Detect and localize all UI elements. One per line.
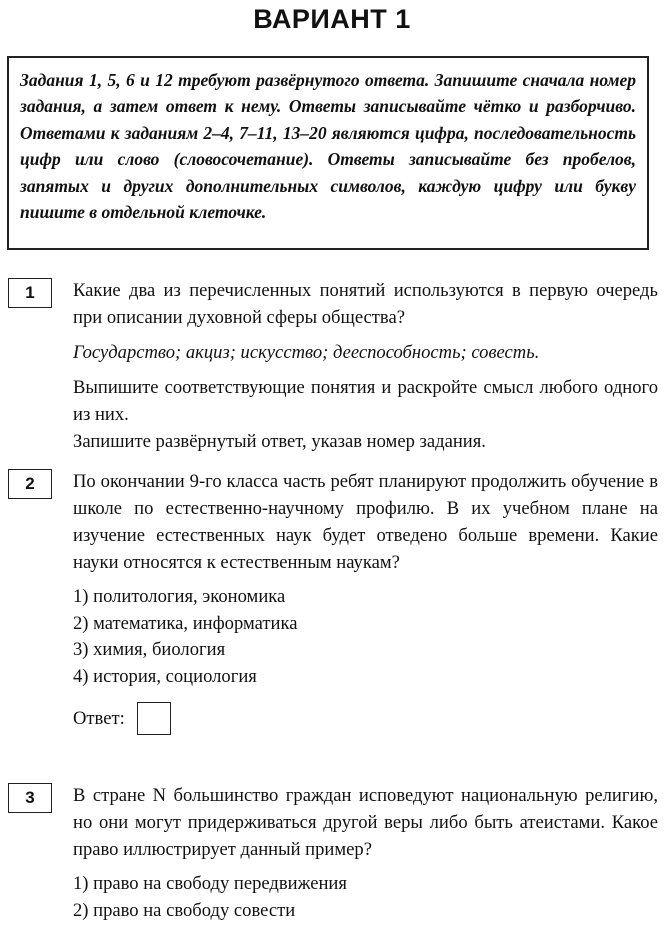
task-question: В стране N большинство граждан исповедуют национальную религию, но они могут придерживаться другой веры либо быть атеистами. Какое право иллюстрирует данный пример? — [73, 785, 658, 860]
task-instruction-note: Запишите развёрнутый ответ, указав номер задания. — [73, 431, 486, 452]
answer-option: 4) история, социология — [73, 665, 257, 687]
task-instruction: Выпишите соответствующие понятия и раскройте смысл любого одного из них. — [73, 377, 658, 425]
task-terms: Государство; акциз; искусство; дееспособность; совесть. — [73, 342, 540, 363]
task-number-box: 3 — [8, 783, 52, 813]
answer-option: 2) право на свободу совести — [73, 899, 296, 921]
answer-option: 3) химия, биология — [73, 639, 226, 660]
task-number-box: 2 — [8, 469, 52, 499]
task-number-box: 1 — [8, 278, 52, 308]
instructions-box: Задания 1, 5, 6 и 12 требуют развёрнутого ответа. Запишите сначала номер задания, а затем ответ к нему. Ответы записывайте чётко и разборчиво. Ответами к заданиям 2–4, 7–11, 13–20 являются цифра, последовательность цифр или слово (словосочетание). Ответы записывайте без пробелов, запятых и других дополнительных символов, каждую цифру или букву пишите в отдельной клеточке. — [7, 56, 649, 250]
answer-option: 2) математика, информатика — [73, 612, 298, 634]
answer-option: 1) право на свободу передвижения — [73, 873, 347, 894]
task-question: Какие два из перечисленных понятий используются в первую очередь при описании духовной сферы общества? — [73, 280, 658, 328]
page-title: ВАРИАНТ 1 — [253, 4, 411, 34]
task-question: По окончании 9-го класса часть ребят планируют продолжить обучение в школе по естественно-научному профилю. В их учебном плане на изучение естественных наук будет отведено больше времени. Какие науки относятся к естественным наукам? — [73, 471, 658, 573]
answer-label: Ответ: — [73, 708, 125, 729]
answer-option: 1) политология, экономика — [73, 586, 286, 607]
answer-cell[interactable] — [137, 702, 171, 735]
